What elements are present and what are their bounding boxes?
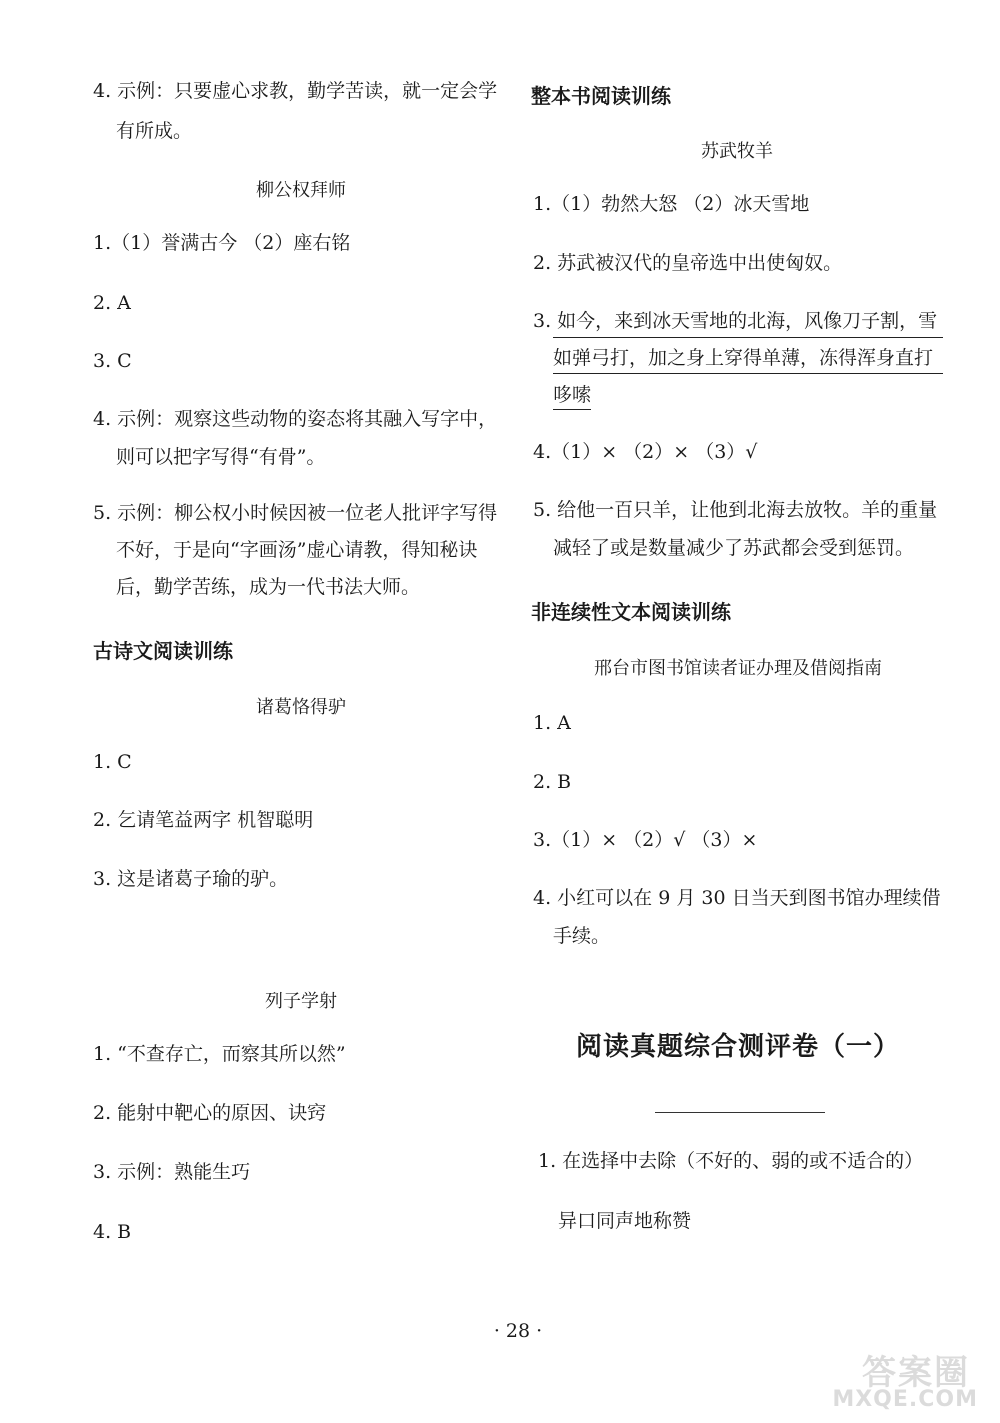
library-question-2: 2. B xyxy=(533,771,572,793)
watermark-logo xyxy=(834,1343,984,1415)
intro-item4-line1: 4. 示例：只要虚心求教，勤学苦读，就一定会学 xyxy=(93,80,498,102)
liezi-question-3: 3. 示例：熟能生巧 xyxy=(93,1161,251,1183)
liu-question-5-line1: 5. 示例：柳公权小时候因被一位老人批评字写得 xyxy=(93,502,498,524)
underline-suwu-q3-line1 xyxy=(553,337,943,338)
underline-suwu-q3-line2 xyxy=(553,373,943,374)
suwu-question-2: 2. 苏武被汉代的皇帝选中出使匈奴。 xyxy=(533,252,843,274)
liu-question-5-line3: 后，勤学苦练，成为一代书法大师。 xyxy=(116,576,421,598)
exam-title: 阅读真题综合测评卷（一） xyxy=(575,1032,901,1062)
heading-gushiwen: 古诗文阅读训练 xyxy=(93,639,233,663)
liu-question-1: 1.（1）誉满古今 （2）座右铭 xyxy=(93,232,351,254)
liu-question-2: 2. A xyxy=(93,292,131,314)
liezi-question-4: 4. B xyxy=(93,1221,132,1243)
heading-noncontinuous: 非连续性文本阅读训练 xyxy=(531,600,731,624)
underline-suwu-q3-line3 xyxy=(553,409,591,410)
liu-question-5-line2: 不好，于是向“字画汤”虚心请教，得知秘诀 xyxy=(116,539,478,561)
section-title-liu-gongquan: 柳公权拜师 xyxy=(256,180,346,201)
liu-question-4-line2: 则可以把字写得“有骨”。 xyxy=(116,446,326,468)
exam-question-1: 1. 在选择中去除（不好的、弱的或不适合的） xyxy=(538,1150,924,1172)
suwu-question-3-line3: 哆嗦 xyxy=(553,384,592,406)
zhuge-question-1: 1. C xyxy=(93,751,132,773)
section-title-liezi: 列子学射 xyxy=(265,991,337,1012)
suwu-question-5-line1: 5. 给他一百只羊，让他到北海去放牧。羊的重量 xyxy=(533,499,938,521)
intro-item4-line2: 有所成。 xyxy=(116,120,193,142)
watermark-top-text: 答案圈 xyxy=(862,1353,970,1393)
suwu-question-3-line2: 如弹弓打，加之身上穿得单薄，冻得浑身直打 xyxy=(553,347,934,369)
zhuge-question-2: 2. 乞请笔益两字 机智聪明 xyxy=(93,809,314,831)
section-title-library: 邢台市图书馆读者证办理及借阅指南 xyxy=(594,658,882,679)
library-question-4-line2: 手续。 xyxy=(553,925,611,947)
liu-question-4-line1: 4. 示例：观察这些动物的姿态将其融入写字中， xyxy=(93,408,498,430)
page-number: · 28 · xyxy=(493,1320,543,1342)
suwu-question-3-line1: 3. 如今，来到冰天雪地的北海，风像刀子割，雪 xyxy=(533,310,938,332)
suwu-question-5-line2: 减轻了或是数量减少了苏武都会受到惩罚。 xyxy=(553,537,915,559)
zhuge-question-3: 3. 这是诸葛子瑜的驴。 xyxy=(93,868,289,890)
liezi-question-1: 1. “不查存亡，而察其所以然” xyxy=(93,1043,346,1065)
liu-question-3: 3. C xyxy=(93,350,132,372)
exam-question-1-answer: 异口同声地称赞 xyxy=(558,1210,692,1232)
section-title-suwu: 苏武牧羊 xyxy=(701,141,773,162)
library-question-3: 3.（1）× （2）√ （3）× xyxy=(533,829,758,851)
watermark-bottom-text: MXQE.COM xyxy=(832,1387,978,1412)
heading-whole-book: 整本书阅读训练 xyxy=(531,84,671,108)
section-title-zhuge: 诸葛恪得驴 xyxy=(256,697,346,718)
exam-title-rule xyxy=(655,1112,825,1113)
library-question-4-line1: 4. 小红可以在 9 月 30 日当天到图书馆办理续借 xyxy=(533,887,941,909)
liezi-question-2: 2. 能射中靶心的原因、诀窍 xyxy=(93,1102,327,1124)
suwu-question-1: 1.（1）勃然大怒 （2）冰天雪地 xyxy=(533,193,810,215)
suwu-question-4: 4.（1）× （2）× （3）√ xyxy=(533,441,758,463)
library-question-1: 1. A xyxy=(533,712,571,734)
